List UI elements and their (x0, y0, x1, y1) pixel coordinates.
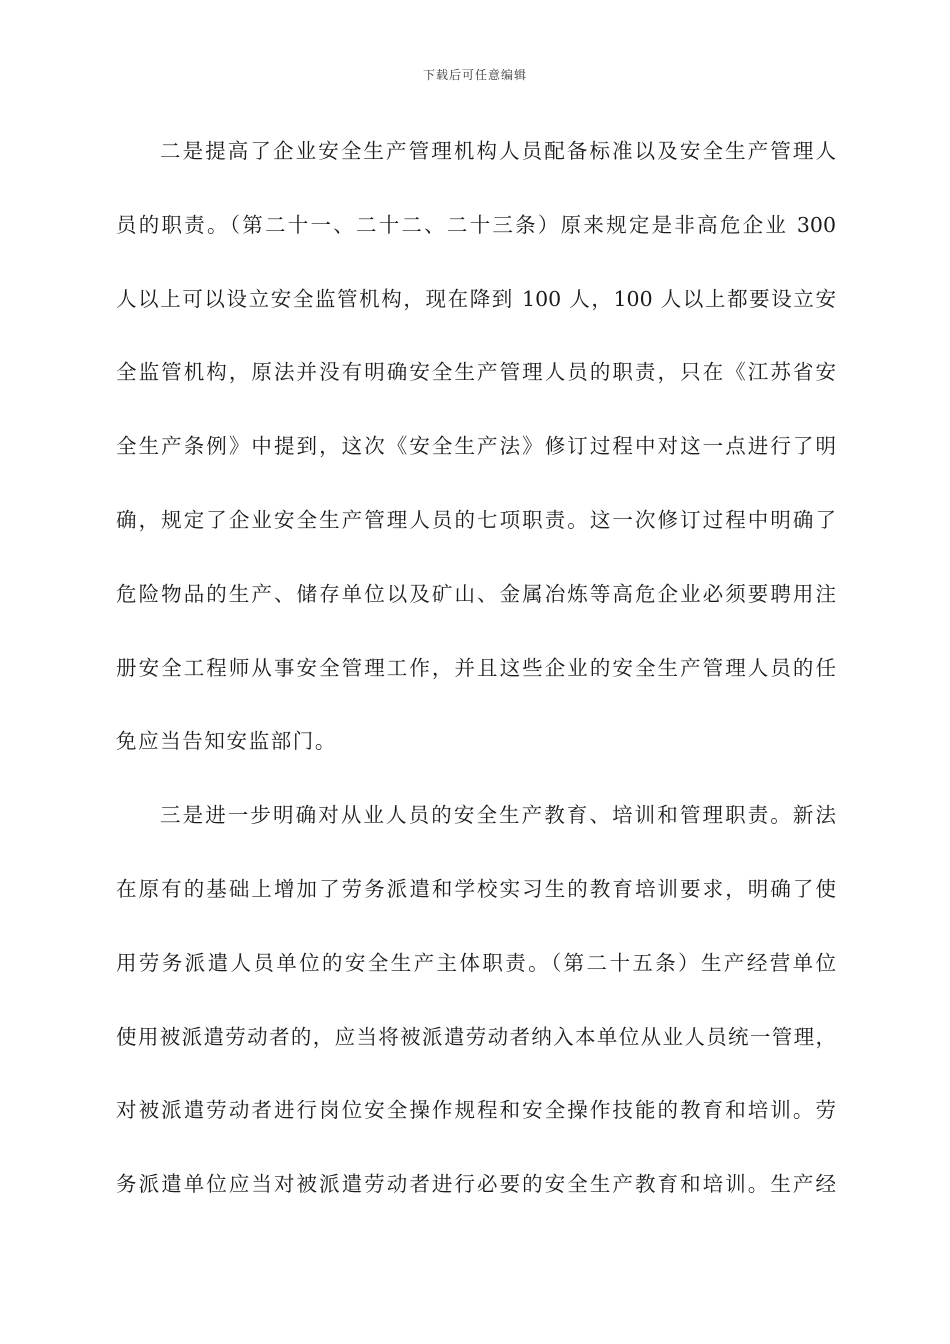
body-text (116, 128, 836, 1235)
text-line: 确，规定了企业安全生产管理人员的七项职责。这一次修订过程中明确了 (116, 507, 836, 532)
text-line: 人以上可以设立安全监管机构，现在降到 100 人，100 人以上都要设立安 (116, 286, 836, 311)
text-line: 对被派遣劳动者进行岗位安全操作规程和安全操作技能的教育和培训。劳 (116, 1098, 836, 1123)
text-line: 三是进一步明确对从业人员的安全生产教育、培训和管理职责。新法 (160, 803, 836, 828)
text-line: 使用被派遣劳动者的，应当将被派遣劳动者纳入本单位从业人员统一管理， (116, 1024, 836, 1049)
text-line: 务派遣单位应当对被派遣劳动者进行必要的安全生产教育和培训。生产经 (116, 1172, 836, 1197)
text-line: 免应当告知安监部门。 (116, 729, 337, 754)
text-line: 册安全工程师从事安全管理工作，并且这些企业的安全生产管理人员的任 (116, 655, 836, 680)
text-line: 在原有的基础上增加了劳务派遣和学校实习生的教育培训要求，明确了使 (116, 876, 836, 901)
text-line: 危险物品的生产、储存单位以及矿山、金属冶炼等高危企业必须要聘用注 (116, 581, 836, 606)
text-line: 全监管机构，原法并没有明确安全生产管理人员的职责，只在《江苏省安 (116, 360, 836, 385)
text-line: 二是提高了企业安全生产管理机构人员配备标准以及安全生产管理人 (160, 139, 836, 163)
page-header: 下载后可任意编辑 (422, 68, 527, 82)
text-line: 全生产条例》中提到，这次《安全生产法》修订过程中对这一点进行了明 (116, 434, 836, 459)
text-line: 员的职责。（第二十一、二十二、二十三条）原来规定是非高危企业 300 (116, 212, 836, 237)
text-line: 用劳务派遣人员单位的安全生产主体职责。（第二十五条）生产经营单位 (116, 950, 836, 975)
